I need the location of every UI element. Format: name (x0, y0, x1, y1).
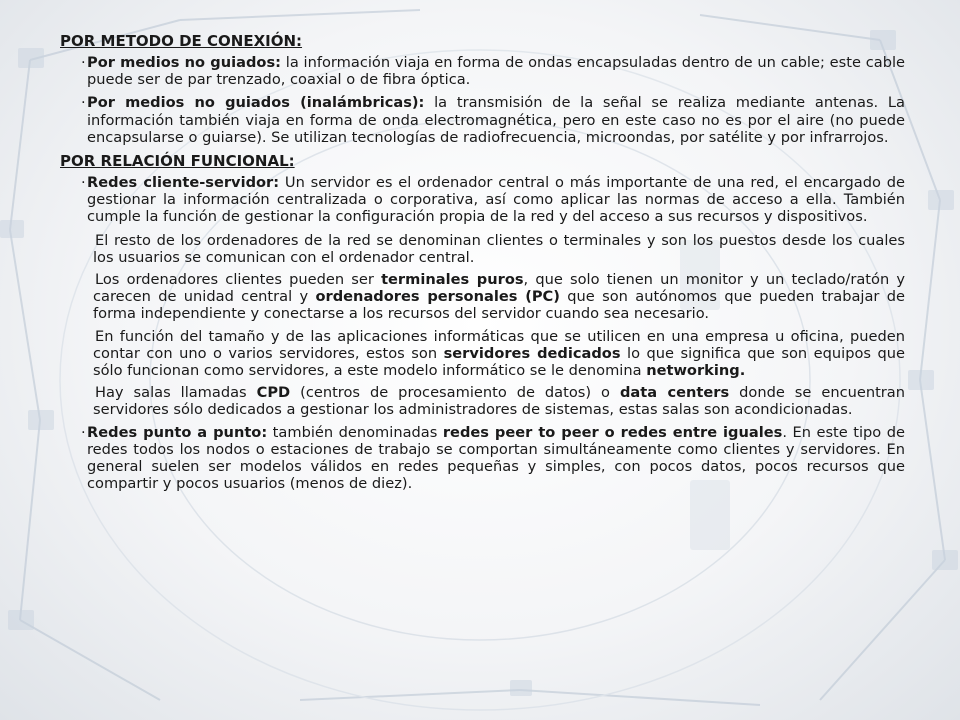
paragraph (60, 271, 905, 323)
text-run: (centros de procesamiento de datos) o (290, 384, 620, 402)
text-run: que son autónomos que pueden trabajar de forma independiente y conectarse a los recursos del servidor cuando sea necesario. (93, 288, 905, 323)
bold-run: terminales puros (381, 271, 524, 289)
section-heading-conexion: POR METODO DE CONEXIÓN: (60, 32, 303, 50)
paragraph (60, 384, 905, 418)
item-text: Un servidor es el ordenador central o más importante de una red, el encargado de gestionar la información centralizada o corporativa, así como aplicar las normas de acceso a ella. También cumple la función de gestionar la configuración propia de la red y del acceso a sus recursos y dispositivos. (87, 174, 905, 226)
term-label: Por medios no guiados (inalámbricas): (87, 94, 425, 112)
document-body (60, 30, 905, 498)
bold-run: servidores dedicados (443, 344, 621, 362)
term-label: Redes cliente-servidor: (87, 174, 280, 192)
bold-run: redes peer to peer o redes entre iguales (442, 423, 783, 441)
term-label: Por medios no guiados: (87, 54, 281, 71)
section-heading-funcional: POR RELACIÓN FUNCIONAL: (60, 152, 295, 171)
bold-run: ordenadores personales (PC) (315, 288, 560, 306)
term-label: Redes punto a punto: (87, 423, 268, 441)
bold-run: CPD (256, 384, 291, 402)
bold-run: networking. (646, 362, 746, 380)
item-text: la transmisión de la señal se realiza mediante antenas. La información también viaja en forma de onda electromagnética, pero en este caso no es por el aire (no puede encapsularse o guiarse). Se utilizan tecnologías de radiofrecuencia, microondas, por satélite y por infrarrojos. (87, 94, 905, 146)
text-run: , que solo tienen un monitor y un teclado/ratón y carecen de unidad central y (93, 271, 905, 306)
text-run: donde se encuentran servidores sólo dedicados a gestionar los administradores de sistemas, estas salas son acondicionadas. (93, 384, 905, 419)
text-run: . En este tipo de redes todos los nodos o estaciones de trabajo se comportan simultáneamente como clientes y servidores. En general suelen ser modelos válidos en redes pequeñas y simples, con pocos datos, pocos recursos que compartir y pocos usuarios (menos de diez). (87, 423, 905, 493)
bullet-icon: · (81, 94, 86, 112)
paragraph: El resto de los ordenadores de la red se denominan clientes o terminales y son los puestos desde los cuales los usuarios se comunican con el ordenador central. (93, 231, 905, 266)
bold-run: data centers (619, 384, 730, 402)
list-item (60, 54, 905, 88)
text-run: también denominadas (267, 423, 443, 441)
bullet-icon: · (81, 423, 86, 441)
list-item (60, 174, 905, 226)
text-run: Hay salas llamadas (95, 384, 257, 402)
text-run: Los ordenadores clientes pueden ser (95, 271, 382, 289)
item-text: la información viaja en forma de ondas encapsuladas dentro de un cable; este cable puede ser de par trenzado, coaxial o de fibra óptica. (87, 54, 906, 89)
paragraph (60, 328, 905, 380)
text-run: En función del tamaño y de las aplicaciones informáticas que se utilicen en una empresa u oficina, pueden contar con uno o varios servidores, estos son (93, 327, 905, 362)
list-item (60, 94, 905, 146)
text-run: lo que significa que son equipos que sólo funcionan como servidores, a este modelo informático se le denomina (93, 344, 905, 380)
list-item (60, 424, 905, 493)
bullet-icon: · (81, 174, 86, 192)
bullet-icon: · (81, 54, 86, 71)
